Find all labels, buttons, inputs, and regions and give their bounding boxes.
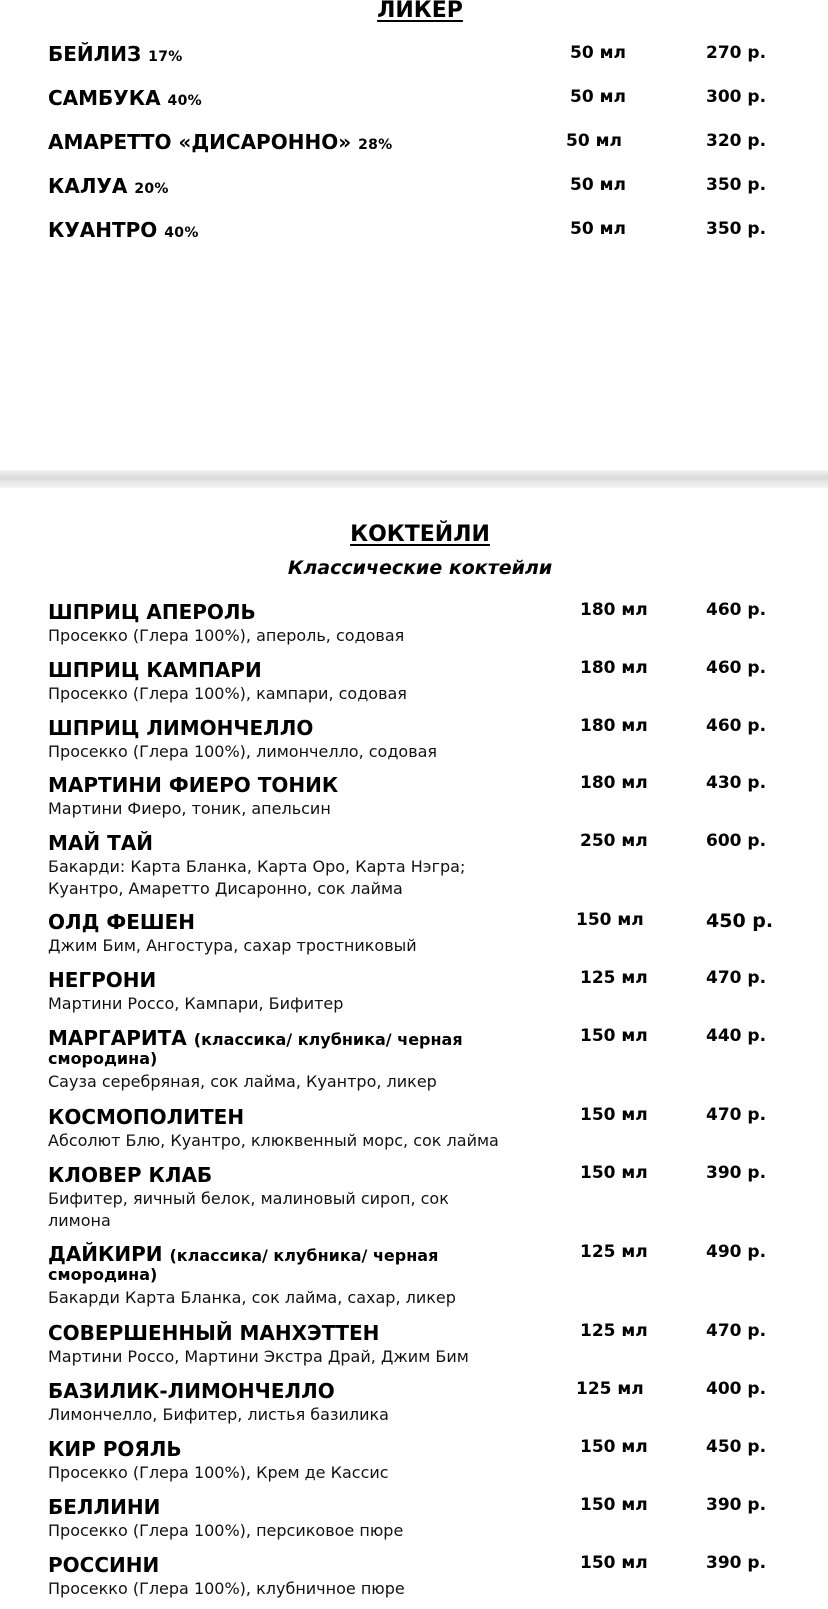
item-volume: 50 мл (570, 87, 626, 107)
item-name: БЕЛЛИНИ (48, 1495, 161, 1519)
item-price: 470 р. (706, 968, 767, 988)
item-volume: 150 мл (580, 1105, 648, 1125)
item-price: 270 р. (706, 43, 767, 63)
item-price: 450 р. (706, 1437, 767, 1457)
item-price: 440 р. (706, 1026, 767, 1046)
cocktails-title: КОКТЕЙЛИ (350, 522, 490, 547)
item-description: Просекко (Глера 100%), Крем де Кассис (48, 1463, 389, 1482)
item-abv: 28% (358, 137, 393, 153)
item-volume: 150 мл (580, 1495, 648, 1515)
item-volume: 150 мл (580, 1437, 648, 1457)
item-note: (классика/ клубника/ черная (193, 1030, 463, 1049)
item-name: КОСМОПОЛИТЕН (48, 1105, 245, 1129)
item-price: 430 р. (706, 773, 767, 793)
item-abv: 40% (164, 225, 199, 241)
item-description-line2: лимона (48, 1211, 111, 1230)
item-name: СОВЕРШЕННЫЙ МАНХЭТТЕН (48, 1321, 380, 1345)
item-name: ДАЙКИРИ (48, 1242, 163, 1266)
item-volume: 125 мл (580, 1242, 648, 1262)
item-description-line2: Куантро, Амаретто Дисаронно, сок лайма (48, 879, 403, 898)
item-note-line2: смородина) (48, 1265, 158, 1284)
item-name: ШПРИЦ АПЕРОЛЬ (48, 600, 256, 624)
item-price: 460 р. (706, 716, 767, 736)
item-abv: 20% (134, 181, 169, 197)
item-volume: 125 мл (580, 1321, 648, 1341)
item-price: 460 р. (706, 600, 767, 620)
item-price: 600 р. (706, 831, 767, 851)
liqueur-page (0, 0, 828, 470)
item-name: КАЛУА (48, 174, 128, 198)
item-price: 450 р. (706, 910, 774, 932)
item-price: 350 р. (706, 175, 767, 195)
item-price: 470 р. (706, 1321, 767, 1341)
item-note: (классика/ клубника/ черная (169, 1246, 439, 1265)
item-volume: 150 мл (576, 910, 644, 930)
item-name: БАЗИЛИК-ЛИМОНЧЕЛЛО (48, 1379, 335, 1403)
item-volume: 150 мл (580, 1553, 648, 1573)
item-description: Бифитер, яичный белок, малиновый сироп, сок (48, 1189, 449, 1208)
item-name: МАРГАРИТА (48, 1026, 187, 1050)
item-name: ОЛД ФЕШЕН (48, 910, 195, 934)
item-description: Просекко (Глера 100%), кампари, содовая (48, 684, 407, 703)
item-price: 350 р. (706, 219, 767, 239)
item-price: 460 р. (706, 658, 767, 678)
item-description: Просекко (Глера 100%), апероль, содовая (48, 626, 405, 645)
item-price: 390 р. (706, 1163, 767, 1183)
item-name: ШПРИЦ КАМПАРИ (48, 658, 262, 682)
item-name: САМБУКА (48, 86, 161, 110)
item-volume: 250 мл (580, 831, 648, 851)
item-volume: 50 мл (570, 43, 626, 63)
item-description: Бакарди Карта Бланка, сок лайма, сахар, ликер (48, 1288, 456, 1307)
item-name: РОССИНИ (48, 1553, 160, 1577)
item-description: Мартини Россо, Мартини Экстра Драй, Джим Бим (48, 1347, 469, 1366)
item-volume: 180 мл (580, 600, 648, 620)
item-volume: 50 мл (570, 219, 626, 239)
item-name: МАЙ ТАЙ (48, 831, 153, 855)
item-abv: 17% (148, 49, 183, 65)
item-price: 470 р. (706, 1105, 767, 1125)
item-volume: 180 мл (580, 658, 648, 678)
item-note-line2: смородина) (48, 1049, 158, 1068)
item-volume: 150 мл (580, 1026, 648, 1046)
item-price: 490 р. (706, 1242, 767, 1262)
item-description: Мартини Россо, Кампари, Бифитер (48, 994, 344, 1013)
cocktails-page (0, 488, 828, 1609)
item-name: БЕЙЛИЗ (48, 42, 142, 66)
item-price: 390 р. (706, 1553, 767, 1573)
liqueur-title: ЛИКЕР (377, 0, 463, 23)
item-description: Лимончелло, Бифитер, листья базилика (48, 1405, 389, 1424)
item-name: КЛОВЕР КЛАБ (48, 1163, 213, 1187)
item-volume: 180 мл (580, 716, 648, 736)
item-price: 400 р. (706, 1379, 767, 1399)
item-price: 390 р. (706, 1495, 767, 1515)
item-name: МАРТИНИ ФИЕРО ТОНИК (48, 773, 339, 797)
item-name: КУАНТРО (48, 218, 158, 242)
item-abv: 40% (167, 93, 202, 109)
item-volume: 50 мл (566, 131, 622, 151)
item-price: 300 р. (706, 87, 767, 107)
item-volume: 150 мл (580, 1163, 648, 1183)
item-volume: 50 мл (570, 175, 626, 195)
item-description: Сауза серебряная, сок лайма, Куантро, ликер (48, 1072, 437, 1091)
item-description: Джим Бим, Ангостура, сахар тростниковый (48, 936, 417, 955)
item-name: АМАРЕТТО «ДИСАРОННО» (48, 130, 352, 154)
item-description: Просекко (Глера 100%), клубничное пюре (48, 1579, 405, 1598)
item-description: Просекко (Глера 100%), персиковое пюре (48, 1521, 404, 1540)
item-description: Абсолют Блю, Куантро, клюквенный морс, сок лайма (48, 1131, 499, 1150)
item-name: НЕГРОНИ (48, 968, 157, 992)
item-volume: 180 мл (580, 773, 648, 793)
item-description: Бакарди: Карта Бланка, Карта Оро, Карта Нэгра; (48, 857, 466, 876)
item-volume: 125 мл (576, 1379, 644, 1399)
item-description: Просекко (Глера 100%), лимончелло, содовая (48, 742, 438, 761)
item-name: ШПРИЦ ЛИМОНЧЕЛЛО (48, 716, 314, 740)
page-separator (0, 470, 828, 488)
cocktails-subtitle: Классические коктейли (287, 557, 553, 579)
item-price: 320 р. (706, 131, 767, 151)
item-description: Мартини Фиеро, тоник, апельсин (48, 799, 331, 818)
item-volume: 125 мл (580, 968, 648, 988)
item-name: КИР РОЯЛЬ (48, 1437, 182, 1461)
